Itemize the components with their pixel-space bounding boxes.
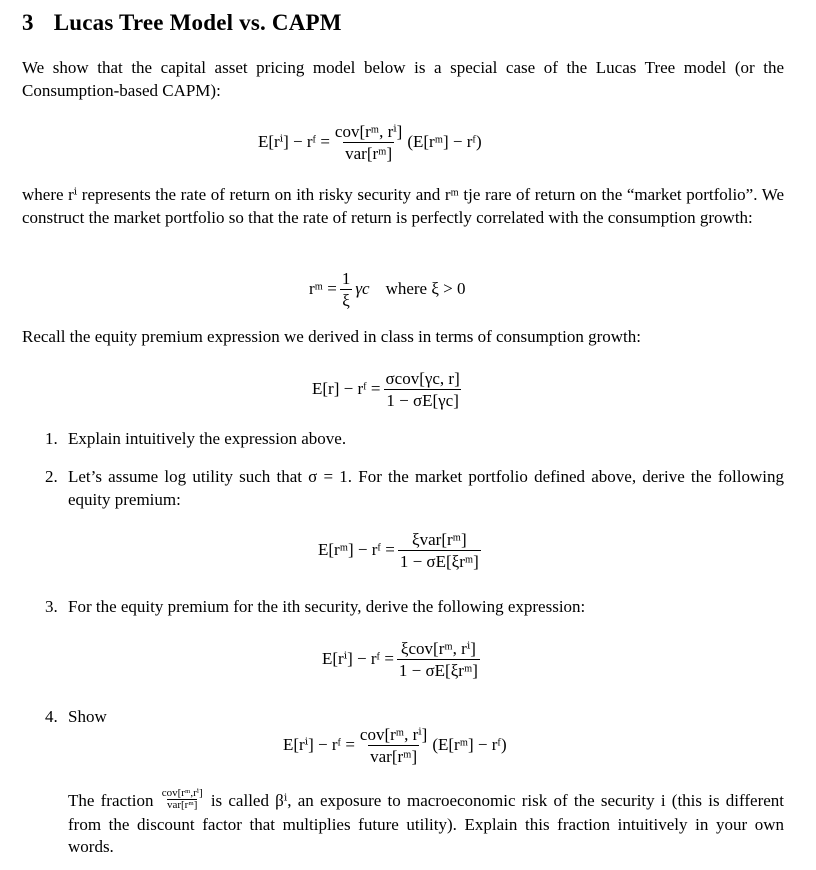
fraction-denominator: 1 − σE[γc] xyxy=(386,390,459,410)
equation-lhs: E[r] − rᶠ = xyxy=(312,379,381,398)
equation-lhs: E[rⁱ] − rᶠ = xyxy=(322,649,394,668)
equation-lhs: E[rⁱ] − rᶠ = xyxy=(283,735,355,754)
section-heading xyxy=(22,10,342,36)
list-item-marker: 2. xyxy=(45,467,58,486)
inline-fraction-denominator: var[rᵐ] xyxy=(166,798,198,811)
equation-growth-term: γc xyxy=(355,279,370,298)
equation-market-portfolio xyxy=(309,266,466,312)
final-paragraph xyxy=(68,786,785,859)
equation-market-premium xyxy=(318,525,484,575)
equation-lhs: E[rᵐ] − rᶠ = xyxy=(318,540,395,559)
fraction-denominator: var[rᵐ] xyxy=(370,746,418,766)
equation-beta-capm xyxy=(283,720,507,770)
final-text-after: is called βⁱ, an exposure to macroeconomic risk of the security i (this is different from the discount factor that multiplies future utility). Explain this fraction intuitively in your own words. xyxy=(68,791,785,857)
equation-fraction xyxy=(397,639,480,680)
fraction-numerator: σcov[γc, r] xyxy=(385,368,460,388)
list-item-marker: 4. xyxy=(45,707,58,726)
list-item-text: Show xyxy=(68,707,107,726)
fraction-numerator: cov[rᵐ, rⁱ] xyxy=(334,121,403,141)
fraction-numerator: ξcov[rᵐ, rⁱ] xyxy=(400,638,476,658)
fraction-denominator: 1 − σE[ξrᵐ] xyxy=(398,660,478,680)
section-title: Lucas Tree Model vs. CAPM xyxy=(53,10,342,35)
equation-security-premium xyxy=(322,634,483,684)
equation-fraction xyxy=(333,122,404,163)
recall-paragraph: Recall the equity premium expression we derived in class in terms of consumption growth: xyxy=(22,327,641,346)
intro-paragraph: We show that the capital asset pricing model below is a special case of the Lucas Tree model (or the Consumption-based CAPM): xyxy=(22,58,784,100)
equation-fraction xyxy=(384,369,462,410)
list-item xyxy=(45,466,785,512)
equation-condition: where ξ > 0 xyxy=(385,279,466,298)
equation-rhs: (E[rᵐ] − rᶠ) xyxy=(432,735,507,754)
equation-fraction xyxy=(340,269,353,310)
list-item-text: Explain intuitively the expression above. xyxy=(68,429,347,448)
list-item-text: Let’s assume log utility such that σ = 1. For the market portfolio defined above, derive the following equity premium: xyxy=(68,467,784,509)
equation-capm xyxy=(258,117,482,167)
equation-lhs: E[rⁱ] − rᶠ = xyxy=(258,132,330,151)
fraction-numerator: ξvar[rᵐ] xyxy=(412,529,467,549)
equation-equity-premium xyxy=(312,364,465,414)
equation-lhs: rᵐ = xyxy=(309,279,337,298)
fraction-numerator: cov[rᵐ, rⁱ] xyxy=(359,724,428,744)
list-item-text: For the equity premium for the ith security, derive the following expression: xyxy=(68,597,586,616)
list-item xyxy=(45,428,785,452)
section-number: 3 xyxy=(22,10,34,35)
inline-beta-fraction xyxy=(162,788,203,811)
where-paragraph: where rⁱ represents the rate of return on ith risky security and rᵐ tje rare of return on the “market portfolio”. We construct the market portfolio so that the rate of return is perfectly correlated with the consumption growth: xyxy=(22,185,784,227)
equation-rhs: (E[rᵐ] − rᶠ) xyxy=(407,132,482,151)
fraction-numerator: 1 xyxy=(341,268,351,288)
equation-fraction xyxy=(358,725,429,766)
equation-fraction xyxy=(398,530,481,571)
fraction-denominator: ξ xyxy=(342,290,350,310)
fraction-denominator: 1 − σE[ξrᵐ] xyxy=(399,551,479,571)
final-text-before: The fraction xyxy=(68,791,154,810)
list-item xyxy=(45,596,785,620)
list-item-marker: 3. xyxy=(45,597,58,616)
inline-fraction-numerator: cov[rᵐ,rⁱ] xyxy=(161,786,203,799)
fraction-denominator: var[rᵐ] xyxy=(345,143,393,163)
list-item-marker: 1. xyxy=(45,429,58,448)
